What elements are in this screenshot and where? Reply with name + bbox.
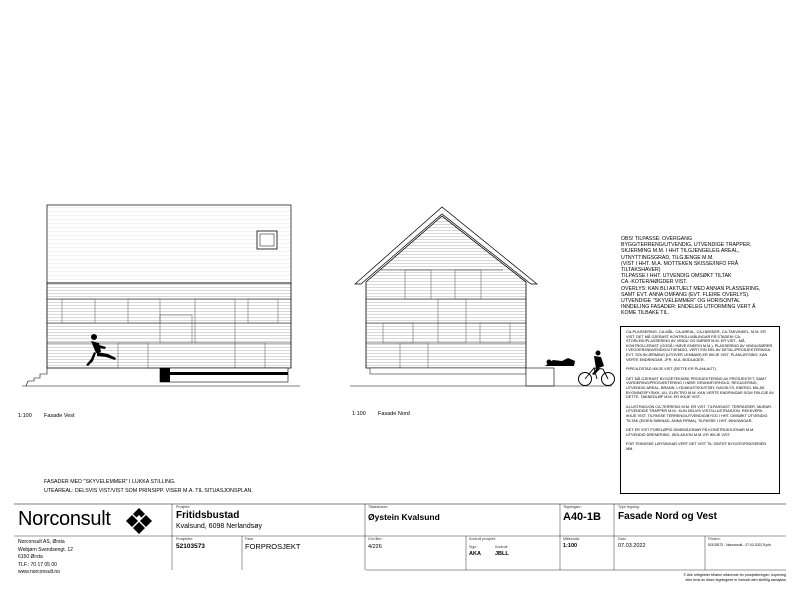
company-info [18, 539, 73, 577]
drawing-number: A40-1B [563, 511, 601, 523]
fase-label: Fase: [245, 537, 254, 541]
copyright-line-1: © Alle rettigheter tilhører utførende for prosjekteringen, kopiering [683, 573, 786, 577]
malestokk-label: Målestokk: [563, 537, 581, 541]
notes-box [620, 326, 780, 494]
bottom-note-2: UTEAREAL: DELSVIS VIST/VIST SOM PRINSIPP. VISER M.A. TIL SITUASJONSPLAN. [44, 488, 253, 494]
obs-line: SAMT EVT. ANNA OMFANG (EVT. FLEIRE OVERLYS). [621, 291, 750, 298]
bottom-note-1: FASADER MED "SKYVELEMMER" I LUKKA STILLING. [44, 479, 176, 485]
reclining-person-icon [545, 358, 575, 366]
note-paragraph: DET ER VIST FORELØPIG DIMENSJONAR PÅ KONSTRUKSJONAR M.M. UTVENDIG DRENERING, ISOLASJON M.M. ER IKKJE VIST. [626, 428, 755, 437]
typetegning-label: Type tegning: [618, 505, 640, 509]
sign-value: AKA [469, 551, 481, 557]
company-name: Norconsult AS, Ørsta [18, 539, 65, 545]
kontroll-prosjekt-label: Kontroll prosjekt: [469, 537, 496, 541]
obs-line: UTNYTTINGSGRAD, TILGJENGE M.M. [621, 254, 714, 261]
west-drawing-scale: 1:100 [18, 413, 32, 419]
company-address: Webjørn Svendsengt. 12 [18, 546, 73, 553]
tegningnr-label: Tegningsnr: [563, 505, 582, 509]
date-value: 07.03.2022 [618, 543, 646, 549]
obs-line: BYGG/TERRENG/UTVENDIG, UTVENDIGE TRAPPER, [621, 242, 752, 249]
note-paragraph: CA-PLASSERING, CA-MÅL, CA-AREAL, CA-HØGDER, CA-TAKVINKEL, M.M. ER VIST. DET MÅ GJERAST KONTROLLMÅLINGAR PÅ STADEN! CA-STORLEIK/PLASSERING AV VINDU OG DØRER M.M. ER VIST - MÅ KONTROLLERAST (OGSÅ I HØVE ENERGI M.M.). PLASSERING AV VINDU/DØRER I VEGGER/INNVENDIG/UTVENDIG, VERT EIN DEL AV DETALJPROSJEKTERINGA. EVT. SOLSKJERMING (UTOVER LEMMAR) ER IKKJE VIST. PLANLØYSING: KAN VERTE ENDRINGAR, JFR. M.A. BODLAGER. [626, 330, 773, 362]
company-city: 6150 Ørsta [18, 554, 43, 560]
obs-line: (VIST I HHT. M.A. MOTTEKEN SKISSE/INFO FRÅ [621, 260, 739, 267]
norconsult-diamond-logo [126, 508, 152, 534]
project-number: 52103573 [176, 543, 205, 550]
cyclist-icon [579, 351, 615, 386]
obs-line: INNDELING FASADER: ENDELEG UTFORMING VERT Å [621, 304, 756, 311]
drawing-type: Fasade Nord og Vest [618, 511, 717, 522]
north-facade-drawing [350, 207, 612, 386]
west-drawing-title: Fasade Vest [44, 413, 75, 419]
note-paragraph: FOR TEKNISKE LØYSINGAR VERT DET VIST TIL SINTEF BYGGFORSKSERIEN MM. [626, 442, 767, 451]
kontroll-label: Kontroll: [495, 545, 509, 549]
filnavn-label: Filnavn: [708, 537, 721, 541]
kontroll-value: JBLL [495, 551, 509, 557]
filename-value: 52103573 - Norconsult - 07.03.2022 B.pln [708, 543, 771, 547]
sign-label: Sign.: [469, 545, 479, 549]
obs-line: OBS! TILPASSE: OVERGANG [621, 236, 693, 242]
obs-line: CA.-KOTER/HØGDER VIST. [621, 279, 688, 286]
company-website: www.norconsult.no [18, 569, 60, 575]
north-drawing-scale: 1:100 [352, 411, 366, 417]
west-facade-drawing [22, 205, 300, 386]
obs-line: TILPASSE I HHT. UTVENDIG OMSØKT TILTAK [621, 273, 732, 280]
project-address: Kvalsund, 6098 Nerlandsøy [176, 523, 262, 530]
note-paragraph: PIPE/ILDSTAD IKKJE VIST (DETTE ER PLANLAGT). [626, 367, 717, 372]
note-paragraph: ILLUSTRASJON CA-TERRENG M.M. ER VIST. TILPASSAST. TERRASSER, MURAR, UTVENDIGE TRAPPER M.M.: KUN DELVIS VIST/ILLUSTRASJON. REKKVERK IKKJE VIST. TILPASSE TERRENG/UTVENDIG/BYGG I HHT. OMSØKT UTVENDIG TILTAK (EIGEN SØKNAD, ANNA FIRMA). TILPASSE I HHT. INNGANGAR. [626, 404, 772, 423]
copyright-line-2: eller bruk av disse tegningene er forbudt uten skriftlig samtykke [685, 578, 786, 582]
gnrbnr-label: Gnr./Bnr.: [368, 537, 384, 541]
obs-line: OVERLYS: KAN BLI AKTUELT MED ANNAN PLASSERING, [621, 285, 761, 292]
dato-label: Dato: [618, 537, 627, 541]
tiltakshaver-label: Tiltakshaver: [368, 505, 389, 509]
gnrbnr-value: 4/226 [368, 544, 382, 550]
obs-note [621, 236, 791, 317]
obs-line: KOME TILBAKE TIL. [621, 310, 670, 317]
north-drawing-title: Fasade Nord [378, 411, 410, 417]
phase-value: FORPROSJEKT [245, 542, 301, 551]
note-paragraph: DET MÅ GJERAST BYGGETEKNISK PROSJEKTERING AV PROSJEKTET, SAMT VURDERING/PROSJEKTERING I HØVE GRUNNFORHOLD, REGULERING, UTVENDIG AREAL, BRANN, LYD/AKUSTIKK/STØY, DAGSLYS, ENERGI, MILJØ, BYGNINGSFYSIKK, UU, ELEKTRO M.M. KAN VERTE ENDRINGAR SOM FØLGJE AV DETTE. TAKNEDLØP M.M. ER IKKJE VIST. [626, 376, 774, 400]
company-logo-text: Norconsult [18, 508, 111, 530]
prosjektnr-label: Prosjektnr: [176, 537, 194, 541]
obs-line: SKJERMING M.M. I HHT TILGJENGELEG AREAL, [621, 248, 740, 255]
scale-value: 1:100 [563, 543, 578, 549]
obs-line: UTVENDIGE "SKYVELEMMER" OG HORISONTAL [621, 298, 741, 305]
tiltakshaver-value: Øystein Kvalsund [368, 512, 440, 522]
company-phone: TLF.: 70 17 05 00 [18, 561, 57, 568]
obs-line: TILTAKSHAVER) [621, 267, 661, 274]
project-name: Fritidsbustad [176, 510, 240, 521]
prosjekt-label: Prosjekt: [176, 505, 190, 509]
